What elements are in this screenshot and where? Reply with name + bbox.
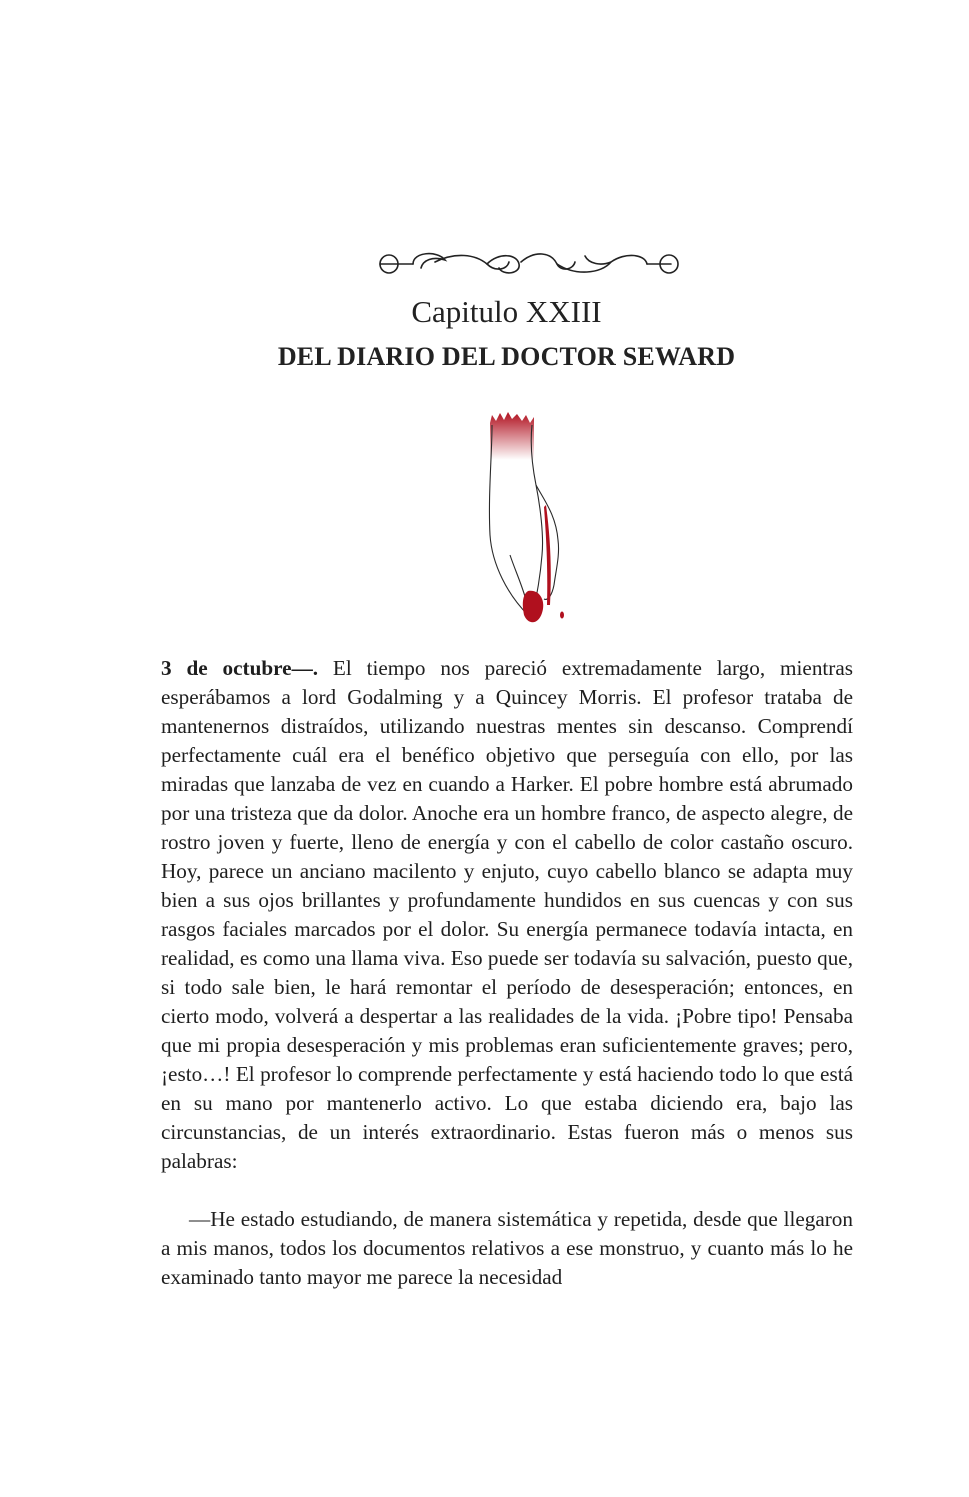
bleeding-hand-illustration: [470, 405, 580, 630]
chapter-title: DEL DIARIO DEL DOCTOR SEWARD: [277, 342, 736, 371]
entry-date: 3 de octubre—.: [161, 656, 319, 680]
paragraph: —He estado estudiando, de manera sistemática y repetida, desde que llegaron a mis manos, todos los documentos relativos a ese monstruo, y cuanto más lo he examinado tanto mayor me parece la necesidad: [161, 1207, 853, 1289]
chapter-number: Capitulo XXIII: [411, 294, 602, 329]
paragraph: [161, 654, 853, 1176]
body-text: [161, 654, 853, 1292]
scroll-flourish-icon: [375, 240, 683, 284]
paragraph-text: El tiempo nos pareció extremadamente largo, mientras esperábamos a lord Godalming y a Quincey Morris. El profesor trataba de mantenernos distraídos, utilizando nuestras mentes sin descanso. Comprendí perfectamente cuál era el benéfico objetivo que perseguía con ello, por las miradas que lanzaba de vez en cuando a Harker. El pobre hombre está abrumado por una tristeza que da dolor. Anoche era un hombre franco, de aspecto alegre, de rostro joven y fuerte, lleno de energía y con el cabello de color castaño oscuro. Hoy, parece un anciano macilento y enjuto, cuyo cabello blanco se adapta muy bien a sus ojos brillantes y profundamente hundidos en sus cuencas y con sus rasgos faciales marcados por el dolor. Su energía permanece todavía intacta, en realidad, es como una llama viva. Eso puede ser todavía su salvación, puesto que, si todo sale bien, le hará remontar el período de desesperación; entonces, en cierto modo, volverá a despertar a las realidades de la vida. ¡Pobre tipo! Pensaba que mi propia desesperación y mis problemas eran suficientemente graves; pero, ¡esto…! El profesor lo comprende perfectamente y está haciendo todo lo que está en su mano por mantenerlo activo. Lo que estaba diciendo era, bajo las circunstancias, de un interés extraordinario. Estas fueron más o menos sus palabras:: [161, 656, 853, 1173]
